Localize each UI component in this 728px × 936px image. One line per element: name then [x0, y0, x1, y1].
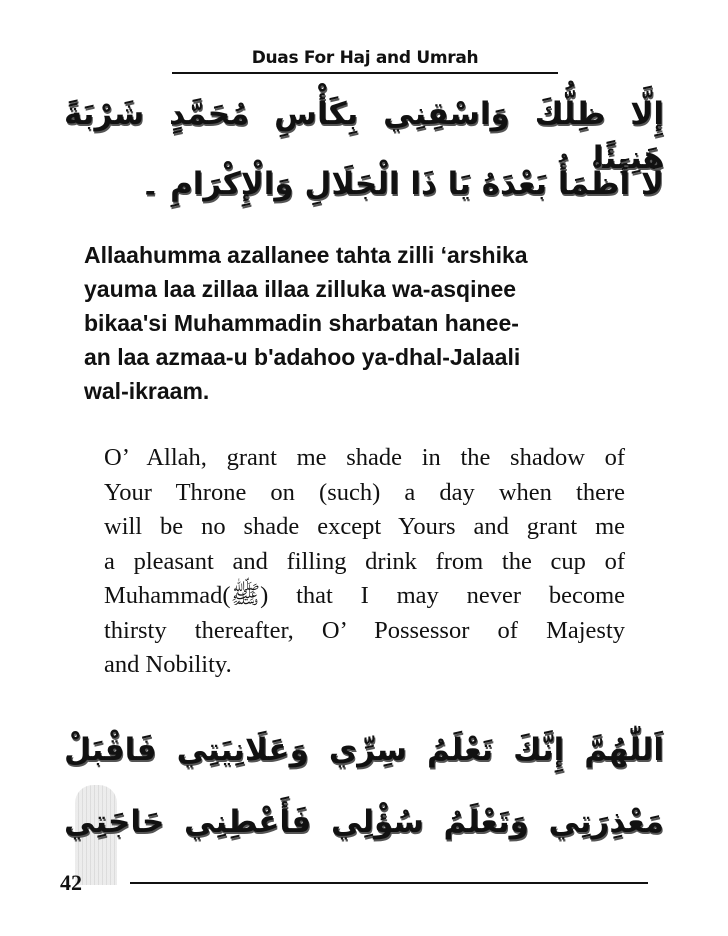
- arabic-dua-line-1: إِلَّا ظِلُّكَ وَاسْقِنِي بِكَأْسِ مُحَمَّدٍ شَرْبَةً هَنِيئًا: [64, 96, 664, 176]
- transliteration-line: Allaahumma azallanee tahta zilli ‘arshika: [84, 242, 528, 268]
- translation-line: thirsty thereafter, O’ Possessor of Majesty: [104, 616, 625, 644]
- arabic-dua2-line-2: مَعْذِرَتِي وَتَعْلَمُ سُؤْلِي فَأَعْطِنِي حَاجَتِي: [64, 804, 664, 840]
- footer-divider: [130, 882, 648, 884]
- translation-line: Your Throne on (such) a day when there: [104, 478, 625, 506]
- transliteration-line: bikaa'si Muhammadin sharbatan hanee-: [84, 310, 519, 336]
- translation-line: Muhammad(ﷺ) that I may never become: [104, 582, 625, 609]
- transliteration-line: yauma laa zillaa illaa zilluka wa-asqinee: [84, 276, 517, 302]
- arabic-dua2-line-1: اَللّٰهُمَّ إِنَّكَ تَعْلَمُ سِرِّي وَعَلَانِيَتِي فَاقْبَلْ: [64, 732, 664, 768]
- translation-line: O’ Allah, grant me shade in the shadow of: [104, 444, 625, 471]
- translation-line: a pleasant and filling drink from the cup of: [104, 547, 625, 575]
- page-header-title: Duas For Haj and Umrah: [172, 48, 558, 74]
- transliteration-line: an laa azmaa-u b'adahoo ya-dhal-Jalaali: [84, 344, 521, 370]
- transliteration-line: wal-ikraam.: [84, 378, 210, 404]
- translation-block: [104, 441, 625, 683]
- transliteration-block: [84, 238, 654, 408]
- arabic-dua-line-2: لَا أَظْمَأُ بَعْدَهُ يَا ذَا الْجَلَالِ وَالْإِكْرَامِ ۔: [141, 166, 664, 202]
- page-number: 42: [60, 870, 82, 895]
- translation-line: and Nobility.: [104, 651, 232, 678]
- translation-line: will be no shade except Yours and grant me: [104, 513, 625, 540]
